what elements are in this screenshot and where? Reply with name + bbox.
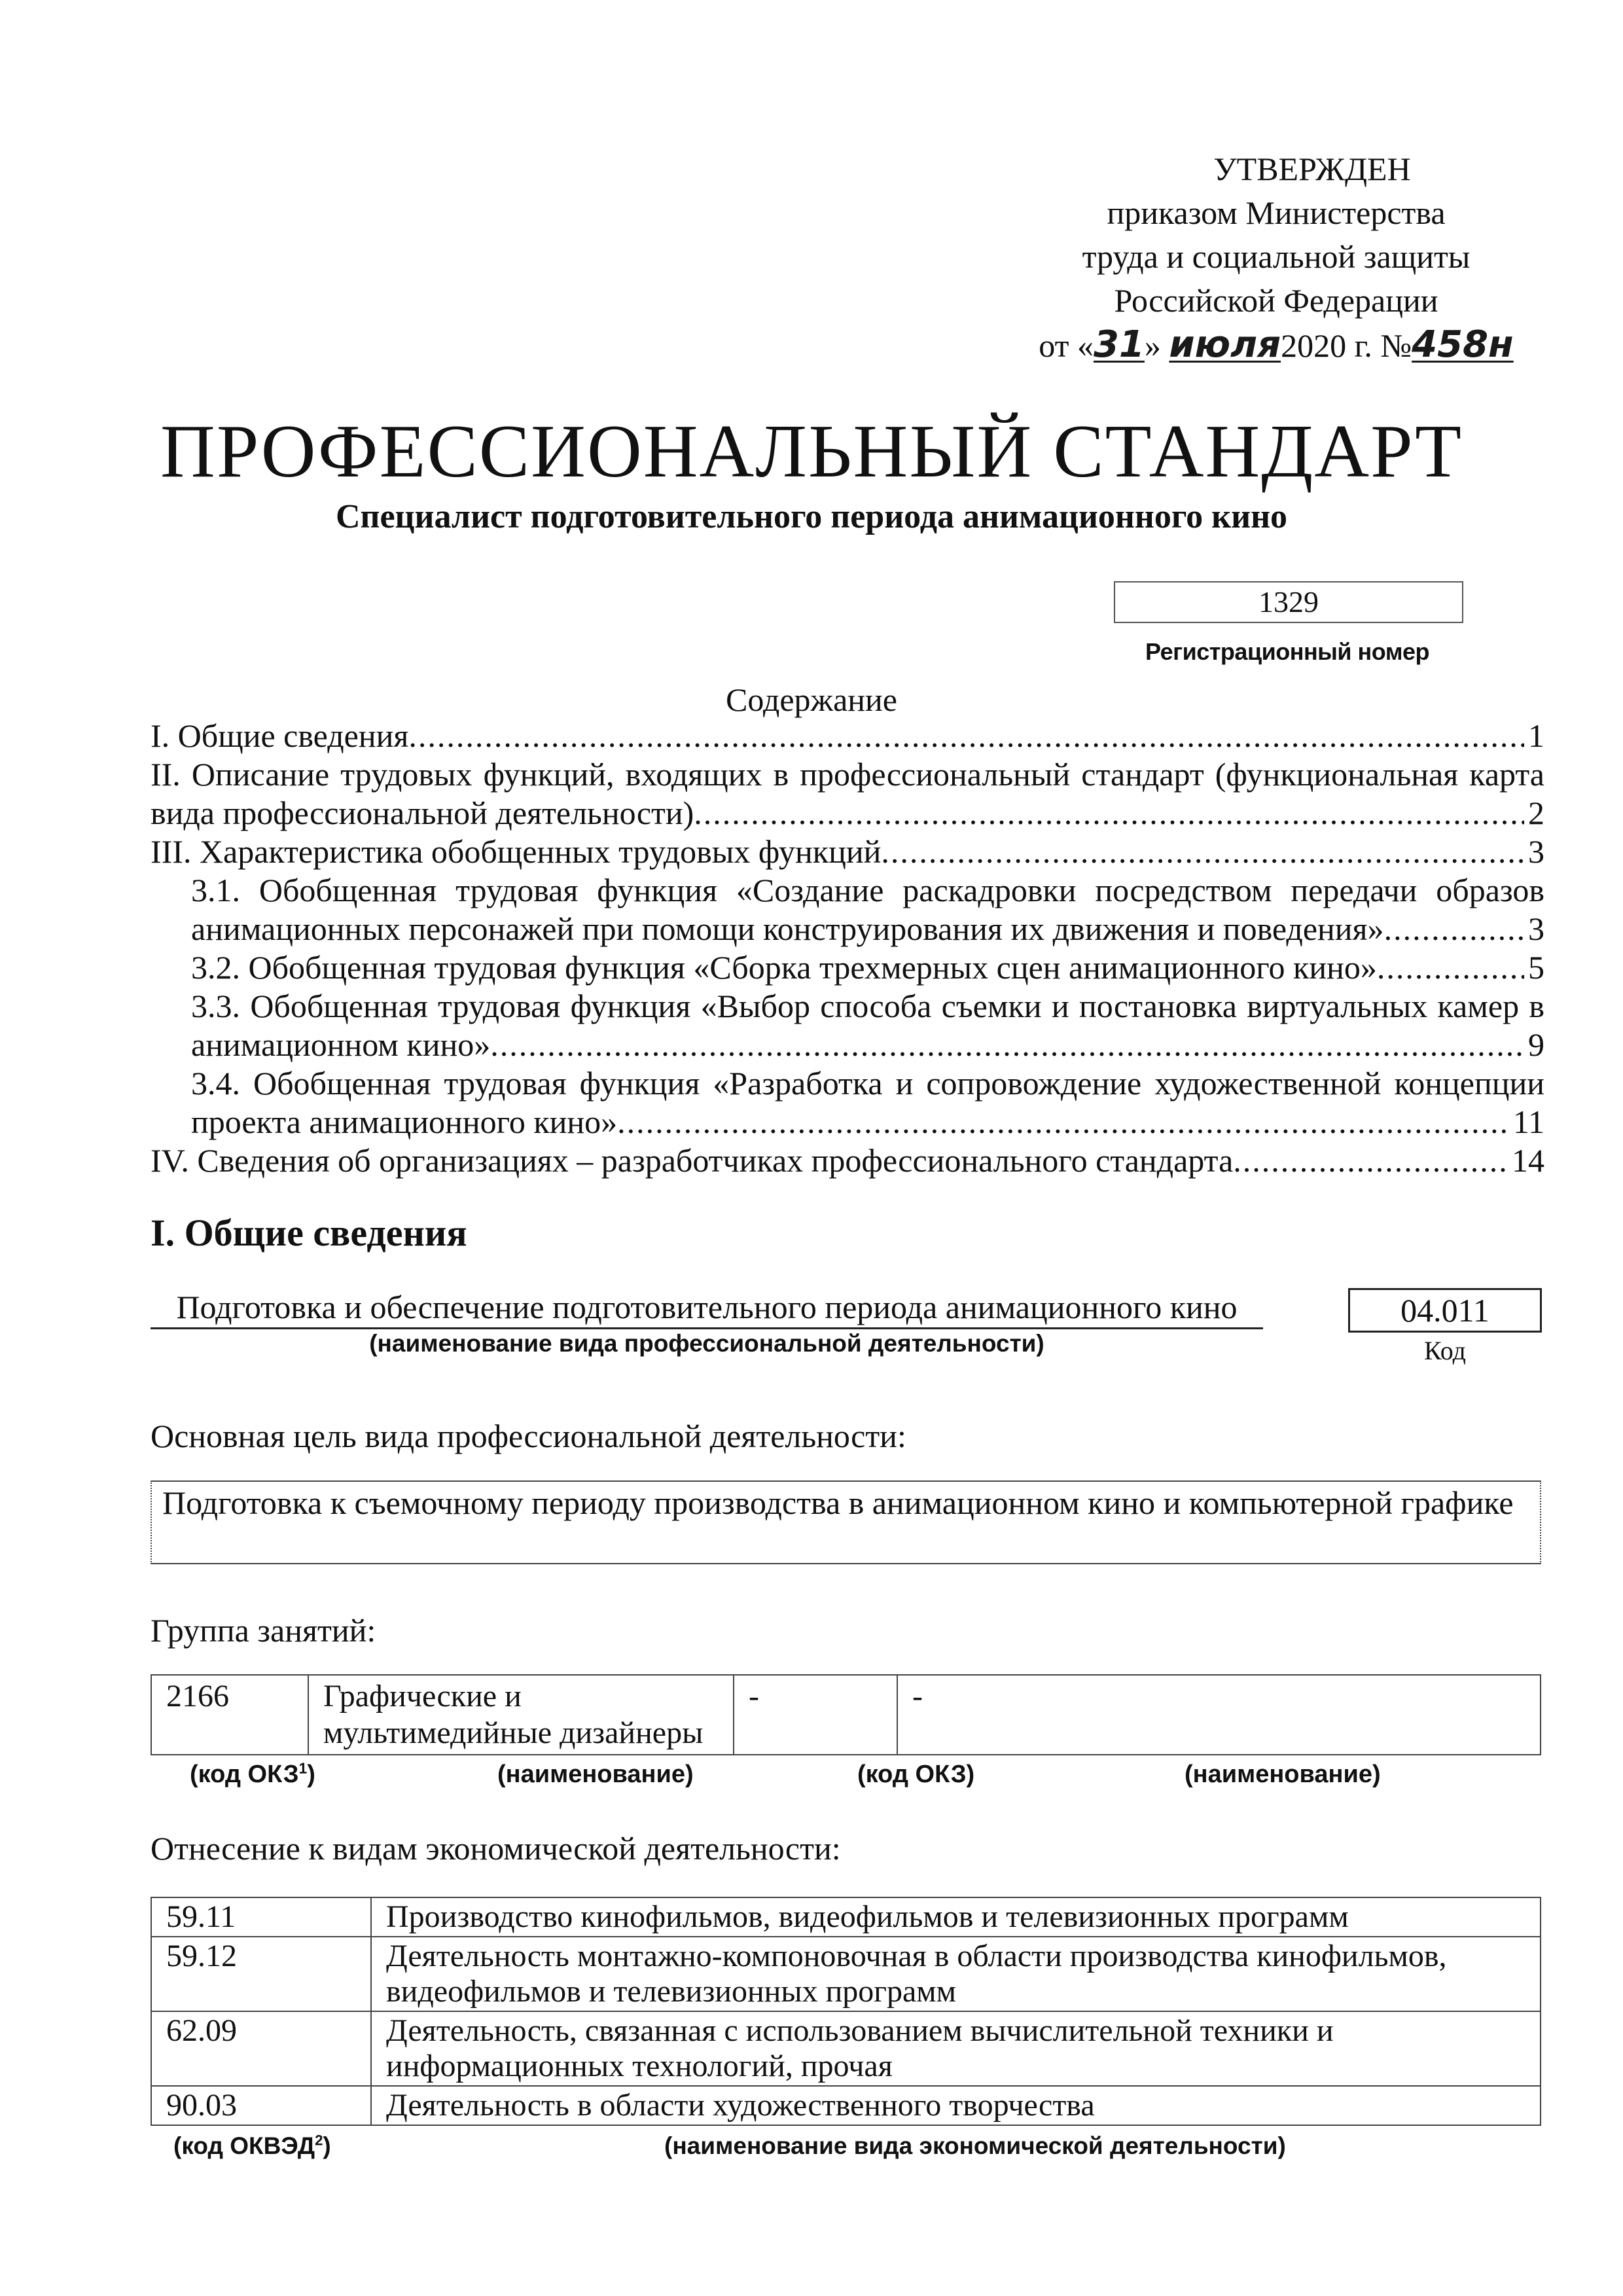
okz-name: Графические и мультимедийные дизайнеры — [308, 1675, 734, 1755]
okz-code: - — [734, 1675, 897, 1755]
code-label: Код — [1424, 1336, 1466, 1365]
handwritten-day: 31 — [1093, 323, 1145, 366]
footnote-ref: 2 — [315, 2132, 323, 2149]
toc-item-page: 2 — [1528, 795, 1544, 831]
activity-caption: (наименование вида профессиональной деятельности) — [369, 1330, 1044, 1357]
toc-title: Содержание — [726, 681, 897, 718]
okved-caption-name: (наименование вида экономической деятельности) — [664, 2132, 1286, 2159]
caption-text: (код ОКЗ — [190, 1761, 299, 1788]
okved-name: Производство кинофильмов, видеофильмов и телевизионных программ — [371, 1897, 1541, 1937]
registration-number: 1329 — [1114, 581, 1463, 623]
date-separator: » — [1144, 327, 1161, 364]
toc-item-text: III. Характеристика обобщенных трудовых функций — [151, 833, 882, 870]
toc-item-text: IV. Сведения об организациях – разработчиках профессионального стандарта — [151, 1142, 1234, 1179]
toc-item-text: 3.4. Обобщенная трудовая функция «Разработка и сопровождение художественной концепции — [191, 1065, 1544, 1102]
approval-line: труда и социальной защиты — [1082, 238, 1471, 275]
toc-item[interactable] — [151, 987, 1544, 1064]
table-row — [151, 1937, 1541, 2011]
document-title: ПРОФЕССИОНАЛЬНЫЙ СТАНДАРТ — [160, 410, 1463, 493]
goal-text: Подготовка к съемочному периоду производства в анимационном кино и компьютерной графике — [151, 1480, 1541, 1564]
okved-name: Деятельность, связанная с использованием вычислительной техники и информационных технологий, прочая — [371, 2011, 1541, 2086]
table-row — [151, 1675, 1541, 1755]
toc-item-page: 1 — [1528, 717, 1544, 754]
toc-item-text: проекта анимационного кино» — [191, 1103, 618, 1140]
activity-code: 04.011 — [1348, 1288, 1542, 1333]
table-row — [151, 1897, 1541, 1937]
toc-item-page: 5 — [1528, 949, 1544, 986]
okz-code: 2166 — [151, 1675, 308, 1755]
toc-item[interactable] — [151, 755, 1544, 833]
caption-text: (код ОКВЭД — [173, 2132, 315, 2159]
toc-item-text: вида профессиональной деятельности) — [151, 795, 694, 831]
okved-code: 59.11 — [151, 1897, 371, 1937]
okved-table — [151, 1897, 1541, 2126]
toc-item[interactable] — [151, 833, 1544, 871]
toc-item-page: 3 — [1528, 910, 1544, 947]
table-of-contents — [151, 717, 1544, 1180]
registration-label: Регистрационный номер — [1145, 638, 1429, 665]
approval-date — [982, 323, 1571, 368]
section-heading: I. Общие сведения — [151, 1211, 467, 1254]
caption-text: ) — [307, 1761, 315, 1788]
approval-line: Российской Федерации — [1114, 282, 1438, 319]
approval-heading: УТВЕРЖДЕН — [1213, 151, 1411, 187]
toc-item-text: 3.1. Обобщенная трудовая функция «Создание раскадровки посредством передачи образов — [191, 872, 1544, 908]
toc-item-text: I. Общие сведения — [151, 717, 409, 754]
groups-caption-code: (код ОКЗ) — [857, 1761, 975, 1788]
handwritten-order-number: 458н — [1412, 323, 1514, 366]
toc-item-page: 3 — [1528, 833, 1544, 870]
occupation-groups-table — [151, 1674, 1541, 1755]
toc-item-text: 3.2. Обобщенная трудовая функция «Сборка трехмерных сцен анимационного кино» — [191, 949, 1377, 986]
goal-label: Основная цель вида профессиональной деятельности: — [151, 1418, 906, 1454]
toc-item-page: 11 — [1512, 1103, 1544, 1140]
toc-item-text: II. Описание трудовых функций, входящих в профессиональный стандарт (функциональная карта — [151, 756, 1544, 793]
toc-item-page: 14 — [1512, 1142, 1544, 1179]
toc-item[interactable] — [151, 1141, 1544, 1180]
approval-line: приказом Министерства — [1107, 194, 1446, 231]
date-prefix: от « — [1039, 327, 1094, 364]
okved-code: 59.12 — [151, 1937, 371, 2011]
caption-text: ) — [323, 2132, 331, 2159]
groups-caption-name: (наименование) — [1185, 1761, 1381, 1788]
toc-item-text: анимационном кино» — [191, 1026, 491, 1063]
handwritten-month: июля — [1169, 323, 1281, 366]
groups-caption-name: (наименование) — [497, 1761, 694, 1788]
date-year: 2020 г. № — [1281, 327, 1412, 364]
activity-name: Подготовка и обеспечение подготовительного периода анимационного кино — [151, 1288, 1263, 1329]
okz-name: - — [897, 1675, 1541, 1755]
toc-item-page: 9 — [1528, 1026, 1544, 1063]
groups-caption-code — [190, 1761, 315, 1789]
toc-item[interactable] — [151, 948, 1544, 987]
toc-item[interactable] — [151, 871, 1544, 948]
toc-item-text: 3.3. Обобщенная трудовая функция «Выбор способа съемки и постановка виртуальных камер в — [191, 988, 1544, 1024]
okved-label: Отнесение к видам экономической деятельности: — [151, 1830, 841, 1867]
footnote-ref: 1 — [298, 1759, 308, 1777]
toc-item[interactable] — [151, 1064, 1544, 1141]
okved-code: 62.09 — [151, 2011, 371, 2086]
groups-label: Группа занятий: — [151, 1612, 376, 1649]
approval-block — [982, 147, 1571, 368]
okved-name: Деятельность монтажно-компоновочная в области производства кинофильмов, видеофильмов и телевизионных программ — [371, 1937, 1541, 2011]
toc-item[interactable] — [151, 717, 1544, 755]
table-row — [151, 2011, 1541, 2086]
table-row — [151, 2086, 1541, 2125]
toc-item-text: анимационных персонажей при помощи конструирования их движения и поведения» — [191, 910, 1384, 947]
okved-name: Деятельность в области художественного творчества — [371, 2086, 1541, 2125]
okved-caption-code — [173, 2132, 331, 2160]
okved-code: 90.03 — [151, 2086, 371, 2125]
document-subtitle: Специалист подготовительного периода анимационного кино — [335, 498, 1288, 535]
